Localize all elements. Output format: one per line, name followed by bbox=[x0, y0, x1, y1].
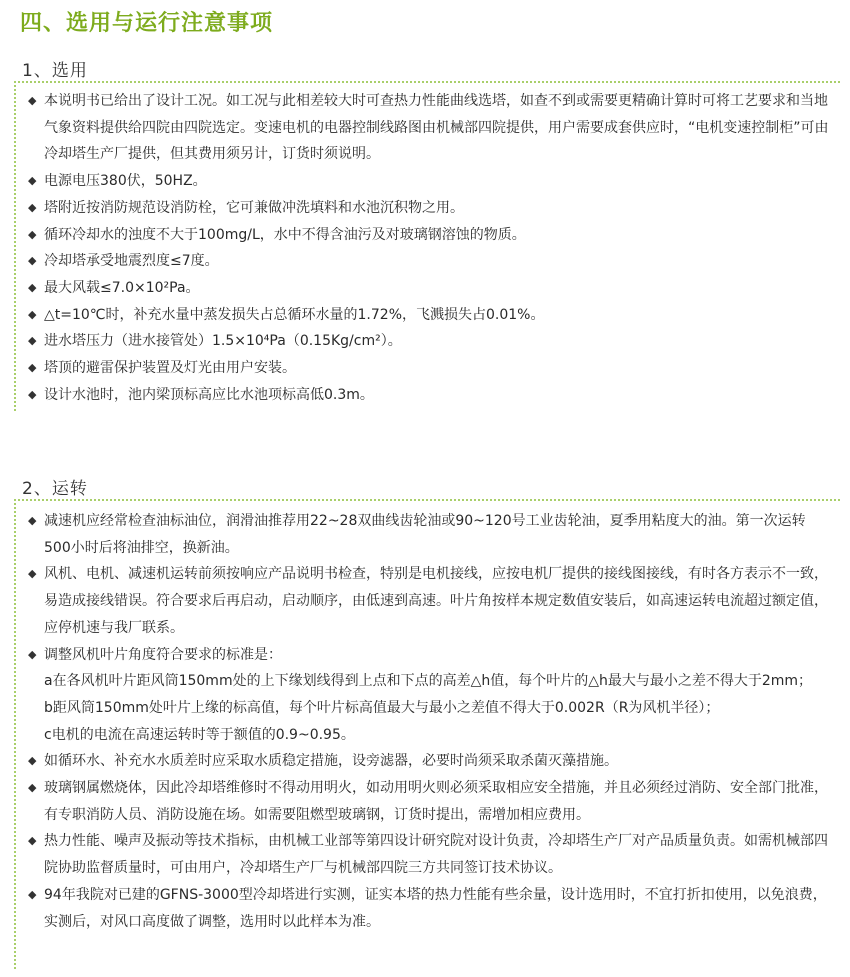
section-left-rule bbox=[14, 499, 16, 969]
list-item: ◆ △t=10℃时，补充水量中蒸发损失占总循环水量的1.72%，飞溅损失占0.01%。 bbox=[30, 302, 830, 329]
section-title-selection: 1、选用 bbox=[22, 61, 88, 81]
operation-list bbox=[30, 508, 830, 935]
selection-list bbox=[30, 88, 830, 408]
list-item: ◆ 进水塔压力（进水接管处）1.5×10⁴Pa（0.15Kg/cm²）。 bbox=[30, 328, 830, 355]
list-item: ◆ 热力性能、噪声及振动等技术指标，由机械工业部等第四设计研究院对设计负责，冷却塔生产厂对产品质量负责。如需机械部四院协助监督质量时，可由用户，冷却塔生产厂与机械部四院三方共同签订技术协议。 bbox=[30, 828, 830, 881]
sub-item: b距风筒150mm处叶片上缘的标高值，每个叶片标高值最大与最小之差值不得大于0.002R（R为风机半径）； bbox=[44, 699, 720, 716]
list-item: ◆ 玻璃钢属燃烧体，因此冷却塔维修时不得动用明火，如动用明火则必须采取相应安全措施，并且必须经过消防、安全部门批准，有专职消防人员、消防设施在场。如需要阻燃型玻璃钢，订货时提出，需增加相应费用。 bbox=[30, 775, 830, 828]
list-item: ◆ 塔附近按消防规范设消防栓，它可兼做冲洗填料和水池沉积物之用。 bbox=[30, 195, 830, 222]
section-divider bbox=[14, 499, 840, 501]
section-divider bbox=[14, 81, 840, 83]
list-item: ◆ 电源电压380伏，50HZ。 bbox=[30, 168, 830, 195]
list-item: ◆ 如循环水、补充水水质差时应采取水质稳定措施，设旁滤器，必要时尚须采取杀菌灭藻措施。 bbox=[30, 748, 830, 775]
list-item: ◆ 最大风载≤7.0×10²Pa。 bbox=[30, 275, 830, 302]
sub-item: c电机的电流在高速运转时等于额值的0.9~0.95。 bbox=[44, 726, 355, 743]
list-item: ◆ 减速机应经常检查油标油位，润滑油推荐用22~28双曲线齿轮油或90~120号工业齿轮油，夏季用粘度大的油。第一次运转500小时后将油排空，换新油。 bbox=[30, 508, 830, 561]
sub-item: a在各风机叶片距风筒150mm处的上下缘划线得到上点和下点的高差△h值，每个叶片的△h最大与最小之差不得大于2mm； bbox=[44, 673, 813, 690]
list-item: ◆ 冷却塔承受地震烈度≤7度。 bbox=[30, 248, 830, 275]
page-heading: 四、选用与运行注意事项 bbox=[20, 11, 274, 36]
list-item: ◆ 风机、电机、减速机运转前须按响应产品说明书检查，特别是电机接线，应按电机厂提供的接线图接线，有时各方表示不一致，易造成接线错误。符合要求后再启动，启动顺序，由低速到高速。叶片角按样本规定数值安装后，如高速运转电流超过额定值，应停机速与我厂联系。 bbox=[30, 561, 830, 641]
section-title-operation: 2、运转 bbox=[22, 479, 88, 499]
list-item: ◆ 本说明书已给出了设计工况。如工况与此相差较大时可查热力性能曲线选塔，如查不到或需要更精确计算时可将工艺要求和当地气象资料提供给四院由四院选定。变速电机的电器控制线路图由机械部四院提供，用户需要成套供应时，“电机变速控制柜”可由冷却塔生产厂提供，但其费用须另计，订货时须说明。 bbox=[30, 88, 830, 168]
list-item: ◆ 调整风机叶片角度符合要求的标准是： bbox=[30, 642, 830, 669]
section-left-rule bbox=[14, 81, 16, 411]
list-item: ◆ 循环冷却水的浊度不大于100mg/L，水中不得含油污及对玻璃钢溶蚀的物质。 bbox=[30, 222, 830, 249]
list-item: ◆ 塔顶的避雷保护装置及灯光由用户安装。 bbox=[30, 355, 830, 382]
list-item: ◆ 设计水池时，池内梁顶标高应比水池项标高低0.3m。 bbox=[30, 382, 830, 409]
list-item: ◆ 94年我院对已建的GFNS-3000型冷却塔进行实测，证实本塔的热力性能有些余量，设计选用时，不宜打折扣使用，以免浪费，实测后，对风口高度做了调整，选用时以此样本为准。 bbox=[30, 882, 830, 935]
